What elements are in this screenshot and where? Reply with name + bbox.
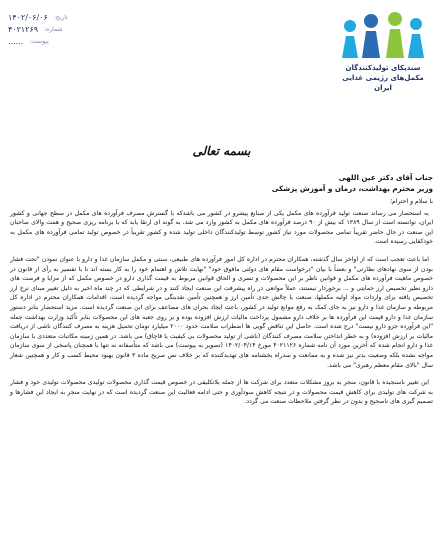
attachment-value: ...... [8, 37, 24, 46]
logo-caption [333, 63, 433, 93]
paragraph-3: این تغییر ناسنجیده با قانون، منجر به بروز مشکلات متعدد برای شرکت ها از جمله بلاتکلیفی در خصوص قیمت گذاری محصولات تولیدی محصولات تولیدی خود و فشار به شرکت های تولیدی برای کاهش قیمت محصولات و در نتیجه کاهش سودآوری و حتی ادامه فعالیت این صنعت گردیده است که در نهایت منجر به ایجاد این فشارها و تصمیم گیری های ناصحیح و بدون در نظر گرفتن ملاحظات صنعت می گردد. [10, 379, 433, 406]
addressee-name: جناب آقای دکتر عین اللهی [338, 173, 433, 182]
attachment-label: پیوست: [29, 38, 49, 45]
syndicate-logo [333, 12, 433, 102]
number-value: ۴۰۲۱۲۶۹ [8, 25, 39, 34]
logo-line-1: سندیکای تولیدکنندگان [345, 64, 421, 72]
letter-body [10, 172, 433, 413]
paragraph-1: به استحضار می رساند صنعت تولید فرآورده های مکمل یکی از صنایع پیشرو در کشور می باشدکه با گسترش مصرف فرآورده های مکمل در سطح جهانی و کشور ایران، توانسته است از سال ۱۳۸۹ که بیش از ۹۰ درصد فرآورده های مکمل به کشور وارد می شد، به گونه ای ارتقا یابد که با برنامه ریزی صحیح و همت والای صاحبان این صنعت در حال حاضر تقریباً تمامی محصولات مورد نیاز کشور توسط تولیدکنندگان داخلی تولید شده و کشور تقریباً در خصوص تولید تمامی فرآورده های مکمل به خودکفایی رسیده است. [10, 209, 434, 246]
addressee-title: وزیر محترم بهداشت، درمان و آموزش پزشکی [271, 184, 433, 193]
letter-meta [8, 12, 128, 48]
attachment-row [8, 36, 128, 48]
number-label: شماره: [44, 26, 63, 33]
salutation: با سلام و احترام؛ [390, 198, 433, 205]
logo-line-3: ایران [374, 84, 392, 92]
number-row [8, 24, 128, 36]
people-figures-logo-icon [340, 12, 426, 60]
logo-line-2: مکمل‌های رژیمی غذایی [342, 74, 424, 82]
date-label: تاریخ: [53, 14, 68, 21]
paragraph-2: اما باعث تعجب است که از اواخر سال گذشته، همکاران محترم در اداره کل امور فرآورده های طبیعی، سنتی و مکمل سازمان غذا و دارو با عنوان نمودن "تحت فشار بودن از سوی نهادهای نظارتی" و بعضاً با بیان "درخواست مقام های دولتی مافوق خود" "نهایت تلاش و اهتمام خود را به کار بسته اند تا با تفسیر به رأی از قانون در خصوص ماهیت فرآورده های مکمل و قوانین ناظر بر این محصولات و تسری و الحاق قوانین مربوط به قیمت گذاری دارو در خصوص مکمل که از مزایا و فرصت های دارو نظیر تخصیص ارز حمایتی و ... برخوردار نیستند، عملاً موانعی در راه پیشرفت این صنعت ایجاد کنند و در شرایطی که در چند ماه اخیر به دلیل تغییر مبنای نرخ ارز تخصیص یافته برای واردات مواد اولیه مکملها، صنعت با چالش جدی تأمین ارز و همچنین تأمین نقدینگی مواجه گردیده است، اقدامات همکاران محترم در اداره کل مربوطه و سازمان غذا و دارو نیز به جای کمک به رفع موانع تولید در کشور، باعث ایجاد بحران های مضاعف برای این صنعت گردیده است. مزید استحضار بنابر دستور سازمان غذا و دارو قیمت این فرآورده ها بر خلاف دارو مشمول پرداخت مالیات ارزش افزوده بوده و بر روی جعبه های این محصولات بنابر تأکید وزارت بهداشت جمله "این فرآورده جزو دارو نیست" درج شده است. حاصل این تناقض گویی ها اضطراب سلامت حدود ۲۰۰۰ میلیارد تومان تحمیل هزینه به مصرف کنندگان ناشی از دریافت مالیات بر ارزش افزوده) و به خطر انداختن سلامت مصرف کنندگان (ناشی از تولید محصولات بی کیفیت یا قاچاق) می باشد. در همین زمینه مکاتبات متعددی با سازمان غذا و دارو انجام شده که آخرین مورد آن نامه شماره ۴۰۲۱۱۲۶ مورخ ۱۴۰۲/۰۴/۱۴ (تصویر به پیوست) می باشد که متأسفانه نه تنها با همچنان پاسخی از سوی سازمان مواجه نشده بلکه وضعیت بدتر نیز شده و به ممانعت و سدراه بخشنامه های تهدیدکننده که بر خلاف نص صریح ماده ۳ قانون بهبود محیط کسب و کار و همچنین شعار سال "بالای مقام معظم رهبری" می باشد. [10, 255, 433, 369]
date-value: ۱۴۰۲/۰۶/۰۶ [8, 13, 48, 22]
invocation-heading: بسمه تعالی [192, 144, 251, 158]
date-row [8, 12, 128, 24]
